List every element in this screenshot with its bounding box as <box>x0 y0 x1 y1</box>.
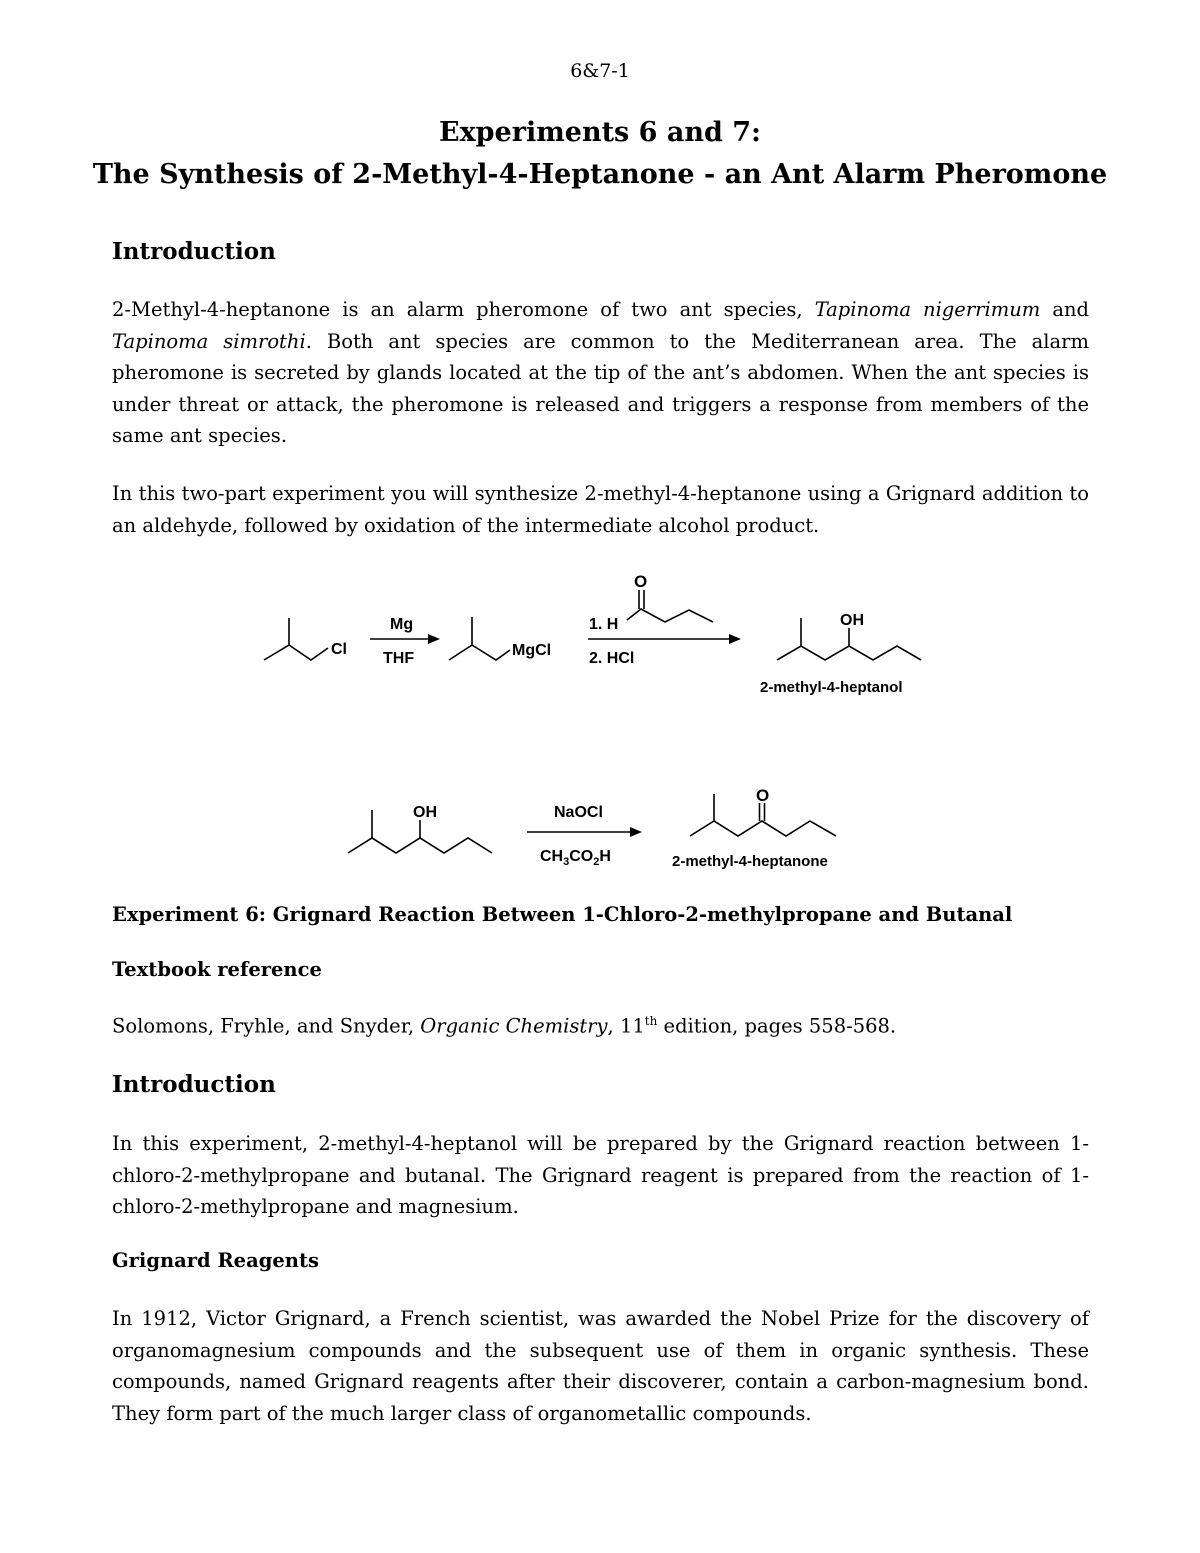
textbook-reference-heading: Textbook reference <box>112 958 322 981</box>
label-oh-1: OH <box>840 612 864 629</box>
arrow-head-2 <box>729 634 741 644</box>
label-step-2: 2. HCl <box>589 650 635 667</box>
bond-reactant <box>289 645 328 660</box>
bond-alcohol-2 <box>348 838 492 853</box>
arrow-head-3 <box>630 827 642 837</box>
experiment-6-heading: Experiment 6: Grignard Reaction Between 1-Chloro-2-methylpropane and Butanal <box>112 903 1013 926</box>
species-name-1: Tapinoma nigerrimum <box>814 298 1041 321</box>
species-name-2: Tapinoma simrothi <box>112 329 306 353</box>
arrow-head-1 <box>428 634 440 644</box>
label-oh-2: OH <box>413 804 437 821</box>
introduction-heading-2: Introduction <box>112 1071 276 1098</box>
label-acetic-acid: $CH_3CO_2H$ <box>540 848 611 868</box>
introduction-heading: Introduction <box>112 238 276 265</box>
bond-aldehyde <box>627 609 713 622</box>
label-mg: Mg <box>390 616 414 633</box>
intro-paragraph-1: 2-Methyl-4-heptanone is an alarm pheromone of two ant species, Tapinoma nigerrimum and Tapinoma simrothi. Both ant species are common to the Mediterranean area. The alarm pheromone is secreted by glands located at the tip of the ant’s abdomen. When the ant species is under threat or attack, the pheromone is released and triggers a response from members of the same ant species. <box>112 298 1089 447</box>
bond-ketone <box>690 821 836 836</box>
label-thf: THF <box>383 650 415 667</box>
label-aldehyde-o: O <box>634 572 648 591</box>
product-label-2: 2-methyl-4-heptanone <box>672 853 828 870</box>
label-ketone-o: O <box>756 786 770 805</box>
label-naocl: NaOCl <box>554 804 603 821</box>
grignard-reagents-heading: Grignard Reagents <box>112 1249 319 1272</box>
page-number: 6&7-1 <box>570 60 630 82</box>
title-line-1: Experiments 6 and 7: <box>438 117 761 148</box>
label-mgcl: MgCl <box>512 642 552 659</box>
bond-grignard <box>449 617 472 660</box>
intro2-paragraph: In this experiment, 2-methyl-4-heptanol will be prepared by the Grignard reaction between 1-chloro-2-methylpropane and butanal. The Grignard reagent is prepared from the reaction of 1-chloro-2-methylpropane and magnesium. <box>112 1132 1089 1218</box>
textbook-reference: Solomons, Fryhle, and Snyder, Organic Chemistry, 11th edition, pages 558-568. <box>112 1014 897 1038</box>
grignard-paragraph: In 1912, Victor Grignard, a French scientist, was awarded the Nobel Prize for the discovery of organomagnesium compounds and the subsequent use of them in organic synthesis. These compounds, named Grignard reagents after their discoverer, contain a carbon-magnesium bond. They form part of the much larger class of organometallic compounds. <box>112 1307 1089 1425</box>
label-step-1: 1. H <box>589 616 619 633</box>
intro-paragraph-2: In this two-part experiment you will synthesize 2-methyl-4-heptanone using a Grignard addition to an aldehyde, followed by oxidation of the intermediate alcohol product. <box>112 482 1089 537</box>
bond-alcohol <box>777 646 921 660</box>
label-cl: Cl <box>331 641 347 658</box>
bond-grignard <box>472 645 510 660</box>
book-title: Organic Chemistry <box>420 1014 608 1038</box>
product-label-1: 2-methyl-4-heptanol <box>760 679 903 696</box>
title-line-2: The Synthesis of 2-Methyl-4-Heptanone - an Ant Alarm Pheromone <box>92 159 1108 190</box>
bond-reactant <box>264 618 289 660</box>
